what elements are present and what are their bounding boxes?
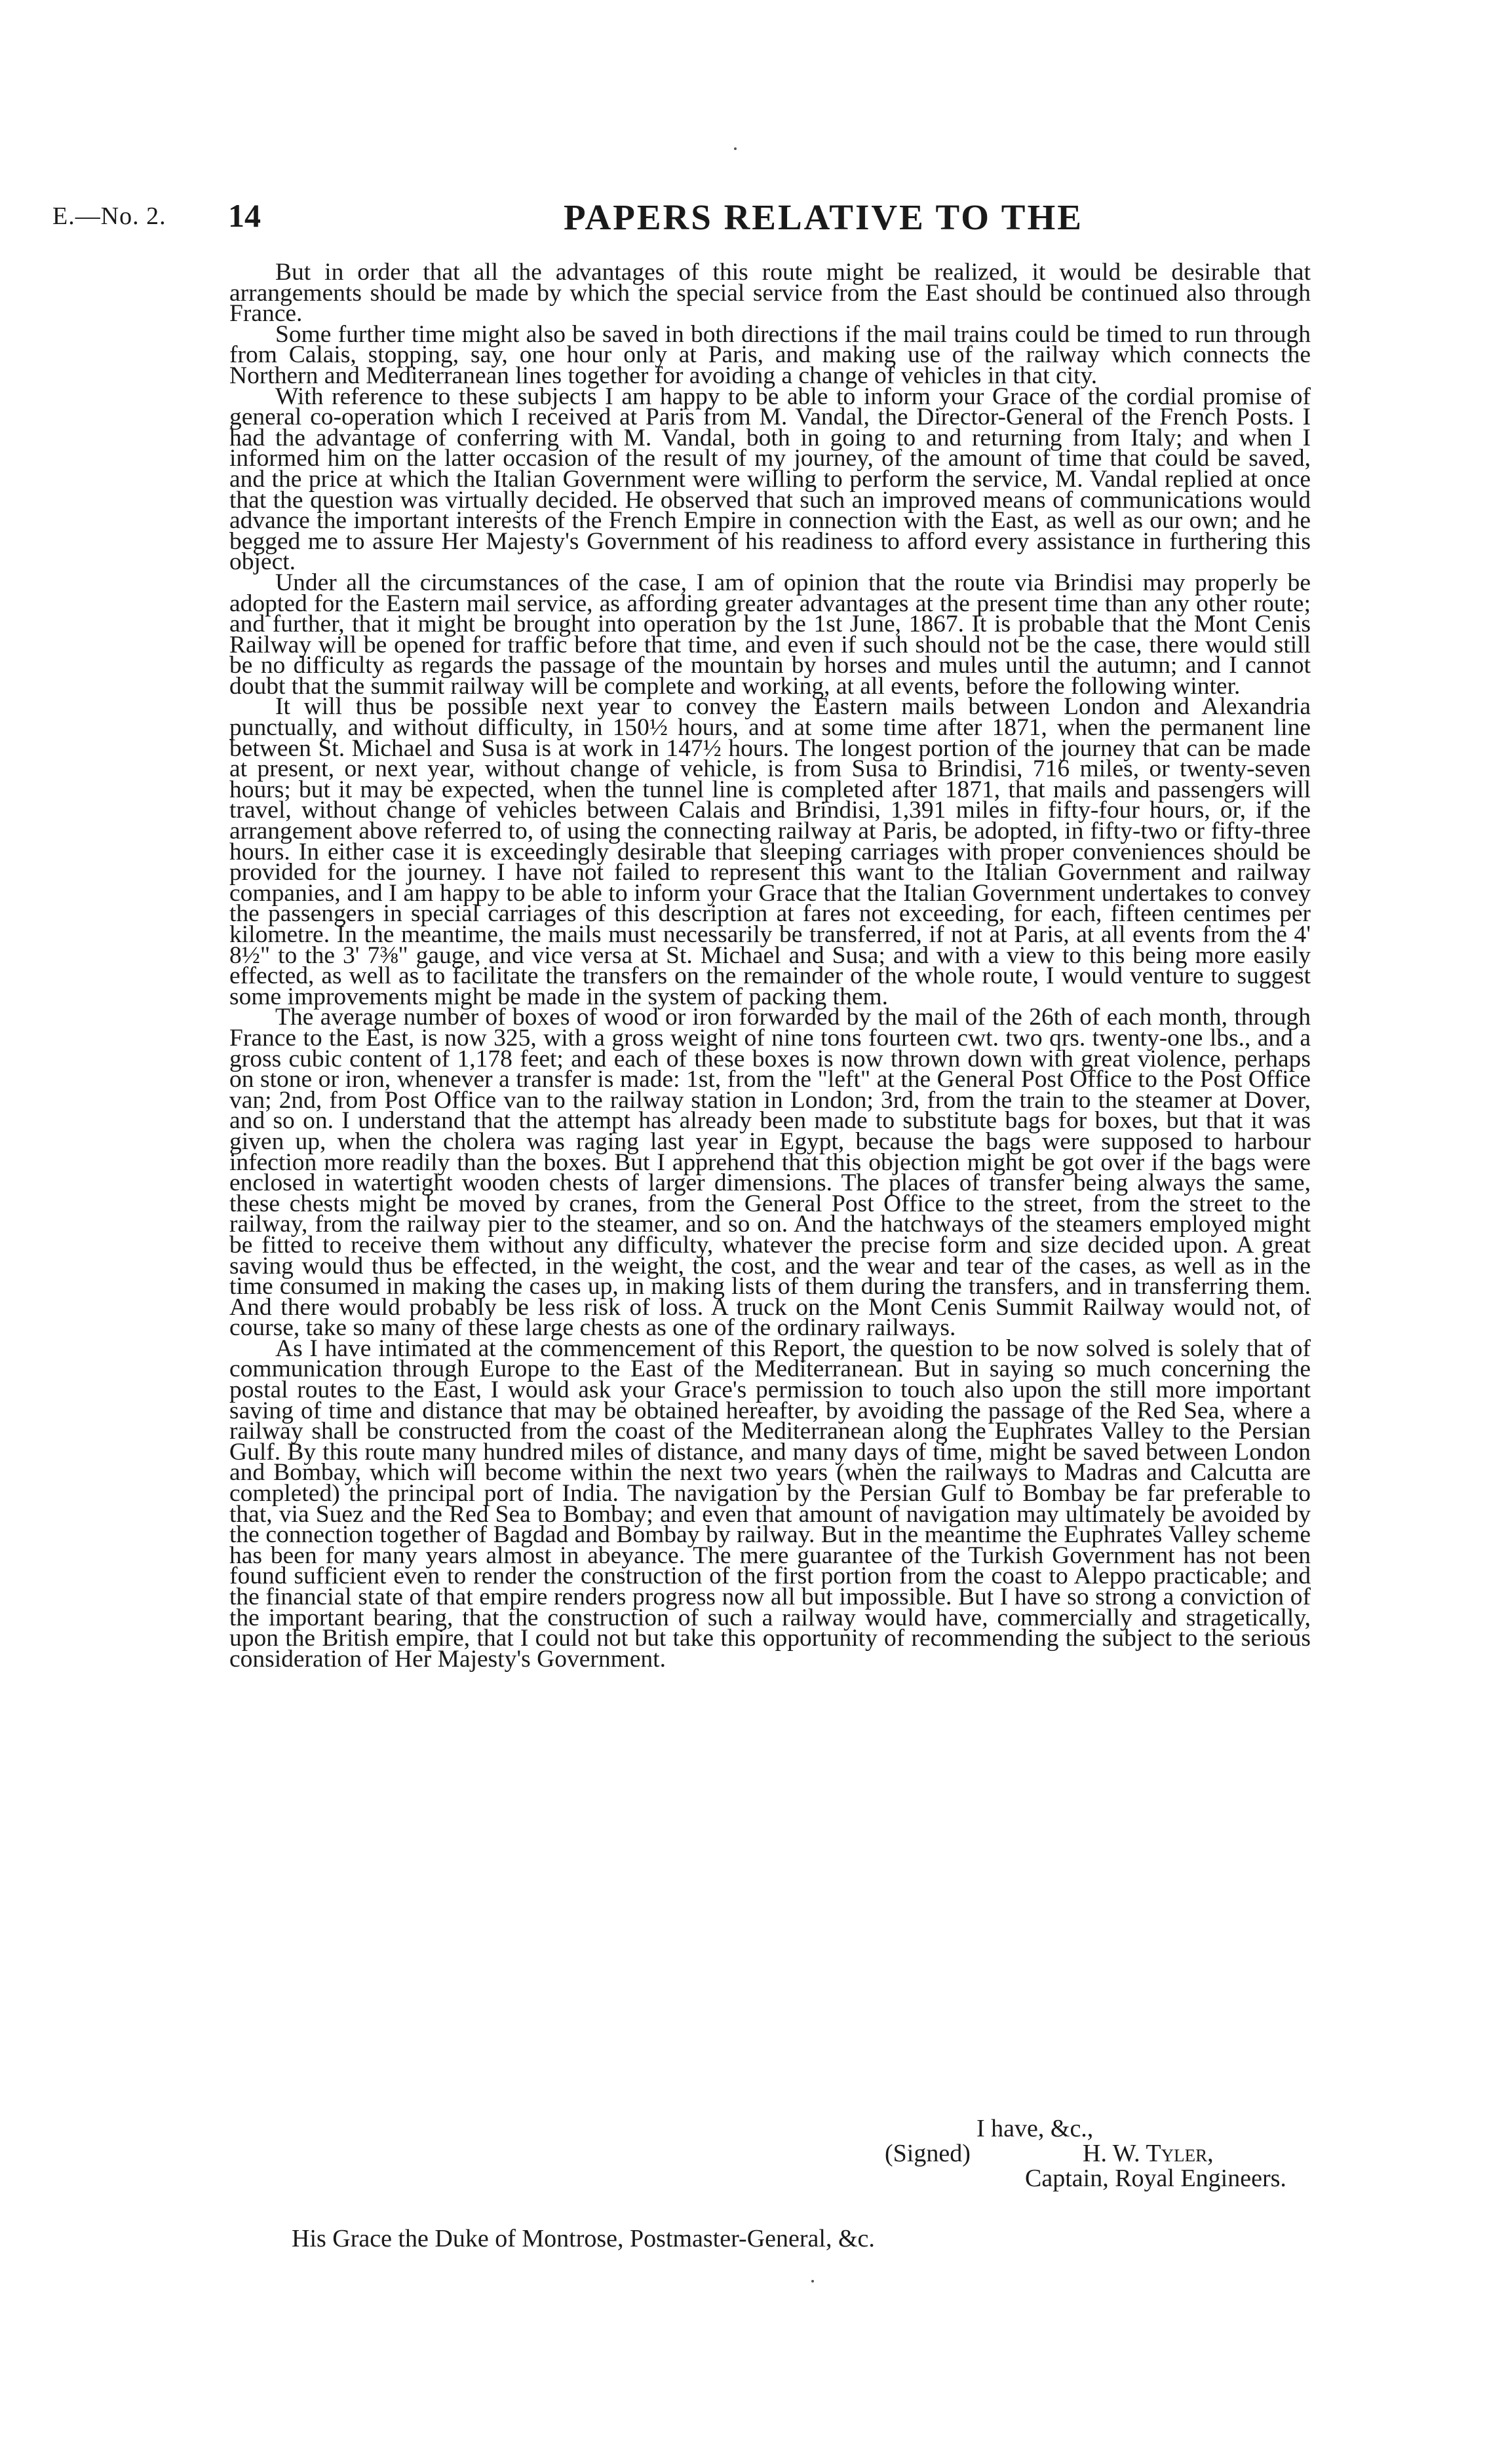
paragraph: The average number of boxes of wood or iron forwarded by the mail of the 26th of each month, through France to the East, is now 325, with a gross weight of nine tons fourteen cwt. two qrs. twenty-one lbs., and a gross cubic content of 1,178 feet; and each of these boxes is now thrown down with great violence, perhaps on stone or iron, whenever a transfer is made: 1st, from the "left" at the General Post Office to the Post Office van; 2nd, from Post Office van to the railway station in London; 3rd, from the train to the steamer at Dover, and so on. I understand that the attempt has already been made to substitute bags for boxes, but that it was given up, when the cholera was raging last year in Egypt, because the bags were supposed to harbour infection more readily than the boxes. But I apprehend that this objection might be got over if the bags were enclosed in watertight wooden chests of larger dimensions. The places of transfer being always the same, these chests might be moved by cranes, from the General Post Office to the street, from the street to the railway, from the railway pier to the steamer, and so on. And the hatchways of the steamers employed might be fitted to receive them without any difficulty, whatever the precise form and size decided upon. A great saving would thus be effected, in the weight, the cost, and the wear and tear of the cases, as well as in the time consumed in making the cases up, in making lists of them during the transfers, and in transferring them. And there would probably be less risk of loss. A truck on the Mont Cenis Summit Railway would not, of course, take so many of these large chests as one of the ordinary railways.: [229, 1004, 1311, 1342]
report-body: [229, 259, 1311, 1673]
page-number: 14: [228, 197, 261, 234]
addressee: His Grace the Duke of Montrose, Postmaster-General, &c.: [292, 2225, 875, 2252]
salutation: I have, &c.,: [976, 2115, 1094, 2142]
signatory-rank: Captain, Royal Engineers.: [1025, 2165, 1286, 2192]
paragraph: It will thus be possible next year to convey the Eastern mails between London and Alexandria punctually, and without difficulty, in 150½ hours, and at some time after 1871, when the permanent line between St. Michael and Susa is at work in 147½ hours. The longest portion of the journey that can be made at present, or next year, without change of vehicle, is from Susa to Brindisi, 716 miles, or twenty-seven hours; but it may be expected, when the tunnel line is completed after 1871, that mails and passengers will travel, without change of vehicles between Calais and Brindisi, 1,391 miles in fifty-four hours, or, if the arrangement above referred to, of using the connecting railway at Paris, be adopted, in fifty-two or fifty-three hours. In either case it is exceedingly desirable that sleeping carriages with proper conveniences should be provided for the journey. I have not failed to represent this want to the Italian Government and railway companies, and I am happy to be able to inform your Grace that the Italian Government undertakes to convey the passengers in special carriages of this description at fares not exceeding, for each, fifteen centimes per kilometre. In the meantime, the mails must necessarily be transferred, if not at Paris, at all events from the 4' 8½" to the 3' 7⅜" gauge, and vice versa at St. Michael and Susa; and with a view to this being more easily effected, as well as to facilitate the transfers on the remainder of the whole route, I would venture to suggest some improvements might be made in the system of packing them.: [229, 693, 1311, 1010]
paragraph: Some further time might also be saved in both directions if the mail trains could be timed to run through from Calais, stopping, say, one hour only at Paris, and making use of the railway which connects the Northern and Mediterranean lines together for avoiding a change of vehicles in that city.: [229, 320, 1311, 389]
paragraph: But in order that all the advantages of this route might be realized, it would be desirable that arrangements should be made by which the special service from the East should be continued also through France.: [229, 259, 1311, 328]
paragraph: Under all the circumstances of the case, I am of opinion that the route via Brindisi may properly be adopted for the Eastern mail service, as affording greater advantages at the present time than any other route; and further, that it might be brought into operation by the 1st June, 1867. It is probable that the Mont Cenis Railway will be opened for traffic before that time, and even if such should not be the case, there would still be no difficulty as regards the passage of the mountain by horses and mules until the autumn; and I cannot doubt that the summit railway will be complete and working, at all events, before the following winter.: [229, 569, 1311, 700]
paragraph: With reference to these subjects I am happy to be able to inform your Grace of the cordial promise of general co-operation which I received at Paris from M. Vandal, the Director-General of the French Posts. I had the advantage of conferring with M. Vandal, both in going to and returning from Italy; and when I informed him on the latter occasion of the result of my journey, of the amount of time that could be saved, and the price at which the Italian Government were willing to perform the service, M. Vandal replied at once that the question was virtually decided. He observed that such an improved means of communications would advance the important interests of the French Empire in connection with the East, as well as our own; and he begged me to assure Her Majesty's Government of his readiness to afford every assistance in furthering this object.: [229, 383, 1311, 576]
paragraph: As I have intimated at the commencement of this Report, the question to be now solved is solely that of communication through Europe to the East of the Mediterranean. But in saying so much concerning the postal routes to the East, I would ask your Grace's permission to touch also upon the still more important saving of time and distance that may be obtained hereafter, by avoiding the passage of the Red Sea, where a railway shall be constructed from the coast of the Mediterranean along the Euphrates Valley to the Persian Gulf. By this route many hundred miles of distance, and many days of time, might be saved between London and Bombay, which will become within the next two years (when the railways to Madras and Calcutta are completed) the principal port of India. The navigation by the Persian Gulf to Bombay be far preferable to that, via Suez and the Red Sea to Bombay; and even that amount of navigation may ultimately be avoided by the connection together of Bagdad and Bombay by railway. But in the meantime the Euphrates Valley scheme has been for many years almost in abeyance. The mere guarantee of the Turkish Government has not been found sufficient even to render the construction of the first portion from the coast to Aleppo practicable; and the financial state of that empire renders progress now all but impossible. But I have so strong a conviction of the important bearing, that the construction of such a railway would have, commercially and stragetically, upon the British empire, that I could not but take this opportunity of recommending the subject to the serious consideration of Her Majesty's Government.: [229, 1335, 1311, 1673]
page-speck: [734, 147, 737, 150]
signature-row: [229, 2141, 1311, 2166]
page-speck: [811, 2280, 814, 2283]
signed-label: (Signed): [885, 2140, 971, 2167]
running-title: PAPERS RELATIVE TO THE: [564, 197, 1083, 237]
signatory-name: H. W. Tyler,: [1083, 2140, 1214, 2167]
letter-closing: [229, 2116, 1311, 2191]
document-reference: E.—No. 2.: [52, 202, 166, 230]
page-header: [52, 197, 1421, 242]
